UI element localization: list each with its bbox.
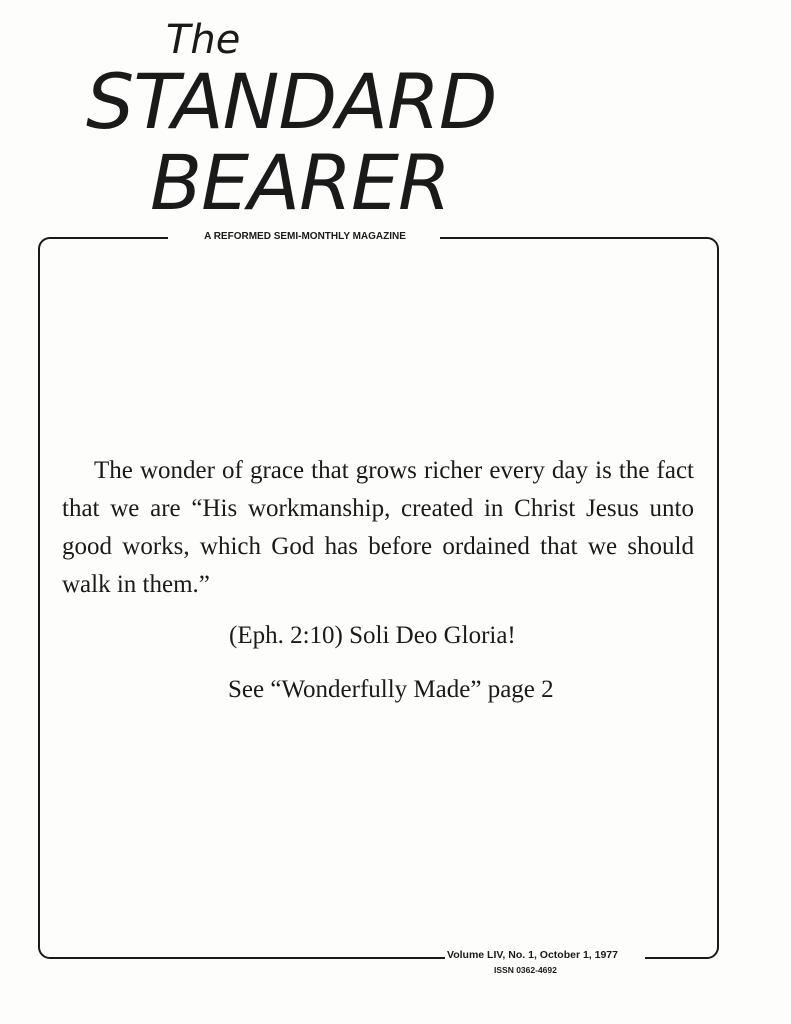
magazine-subtitle: A REFORMED SEMI-MONTHLY MAGAZINE — [170, 230, 440, 244]
masthead-the: The — [166, 17, 241, 63]
cover-quote — [62, 452, 694, 604]
issn-number: ISSN 0362-4692 — [494, 965, 557, 975]
masthead-bearer: BEARER — [150, 138, 450, 227]
volume-issue-date: Volume LIV, No. 1, October 1, 1977 — [447, 949, 618, 961]
scripture-citation: (Eph. 2:10) Soli Deo Gloria! — [229, 622, 516, 649]
quote-text: The wonder of grace that grows richer every day is the fact that we are “His workmanship, created in Christ Jesus unto good works, which God has before ordained that we should walk in them.” — [62, 457, 694, 598]
masthead-standard: STANDARD — [86, 57, 497, 146]
article-reference: See “Wonderfully Made” page 2 — [228, 676, 554, 703]
